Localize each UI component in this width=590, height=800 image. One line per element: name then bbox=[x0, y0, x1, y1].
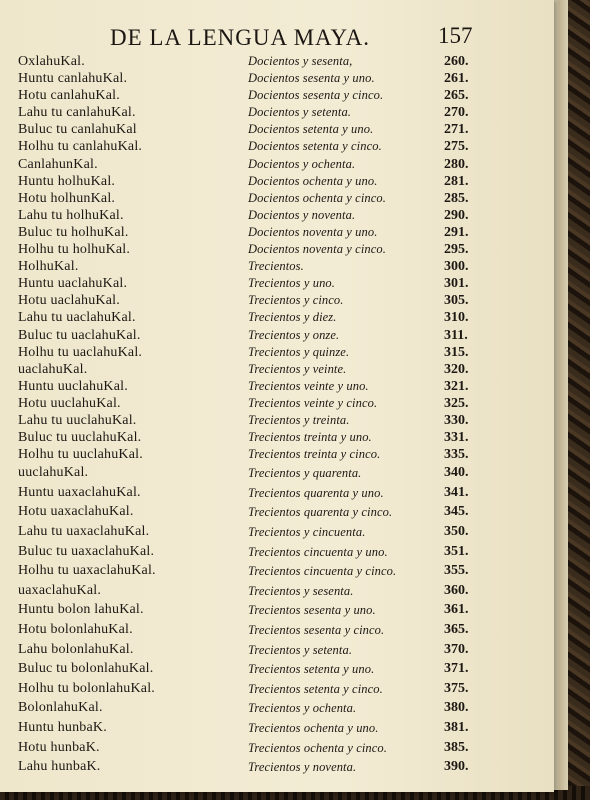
maya-term: Holhu tu holhuKal. bbox=[18, 242, 131, 258]
maya-term: uuclahuKal. bbox=[18, 465, 89, 481]
maya-term: CanlahunKal. bbox=[18, 156, 98, 172]
maya-term: Holhu tu uaxaclahuKal. bbox=[18, 563, 156, 579]
maya-term: Holhu tu bolonlahuKal. bbox=[18, 680, 155, 696]
numeral-value: 355. bbox=[444, 563, 469, 579]
numeral-value: 375. bbox=[444, 680, 469, 696]
numeral-value: 325. bbox=[444, 395, 469, 411]
table-row bbox=[0, 138, 554, 155]
table-row bbox=[0, 156, 554, 173]
table-row bbox=[0, 620, 554, 640]
numeral-value: 360. bbox=[444, 582, 469, 598]
spanish-translation: Docientos noventa y cinco. bbox=[248, 242, 386, 257]
maya-term: Lahu hunbaK. bbox=[18, 759, 101, 775]
table-row bbox=[0, 190, 554, 207]
spanish-translation: Docientos sesenta y cinco. bbox=[248, 88, 384, 103]
maya-term: Buluc tu holhuKal. bbox=[18, 224, 129, 240]
spanish-translation: Trecientos cincuenta y cinco. bbox=[248, 564, 397, 579]
table-row bbox=[0, 502, 554, 522]
spanish-translation: Trecientos quarenta y uno. bbox=[248, 485, 384, 500]
maya-term: Holhu tu uuclahuKal. bbox=[18, 447, 143, 463]
table-row bbox=[0, 522, 554, 542]
table-row bbox=[0, 361, 554, 378]
maya-term: Huntu uuclahuKal. bbox=[18, 378, 128, 394]
spanish-translation: Trecientos treinta y uno. bbox=[248, 430, 372, 445]
table-row bbox=[0, 698, 554, 718]
numeral-value: 315. bbox=[444, 344, 469, 360]
spanish-translation: Docientos noventa y uno. bbox=[248, 224, 378, 239]
spanish-translation: Trecientos veinte y uno. bbox=[248, 378, 369, 393]
spanish-translation: Trecientos y sesenta. bbox=[248, 583, 354, 598]
maya-term: Hotu uaxaclahuKal. bbox=[18, 504, 134, 520]
numeral-table bbox=[0, 53, 554, 777]
maya-term: Hotu uaclahuKal. bbox=[18, 293, 120, 309]
maya-term: Hotu hunbaK. bbox=[18, 739, 100, 755]
table-row bbox=[0, 600, 554, 620]
spanish-translation: Trecientos y ochenta. bbox=[248, 701, 357, 716]
table-row bbox=[0, 429, 554, 446]
table-row bbox=[0, 640, 554, 660]
spanish-translation: Trecientos setenta y uno. bbox=[248, 662, 375, 677]
maya-term: Hotu canlahuKal. bbox=[18, 88, 120, 104]
spanish-translation: Docientos ochenta y cinco. bbox=[248, 190, 386, 205]
running-head: DE LA LENGUA MAYA. bbox=[110, 25, 370, 50]
maya-term: Huntu uaclahuKal. bbox=[18, 276, 128, 292]
spanish-translation: Trecientos y treinta. bbox=[248, 412, 350, 427]
maya-term: uaclahuKal. bbox=[18, 361, 88, 377]
table-row bbox=[0, 224, 554, 241]
numeral-value: 340. bbox=[444, 465, 469, 481]
maya-term: Holhu tu uaclahuKal. bbox=[18, 344, 143, 360]
numeral-value: 301. bbox=[444, 276, 469, 292]
table-row bbox=[0, 738, 554, 758]
maya-term: Huntu uaxaclahuKal. bbox=[18, 484, 141, 500]
numeral-value: 330. bbox=[444, 412, 469, 428]
table-row bbox=[0, 241, 554, 258]
numeral-value: 321. bbox=[444, 378, 469, 394]
numeral-value: 305. bbox=[444, 293, 469, 309]
numeral-value: 270. bbox=[444, 105, 469, 121]
maya-term: Buluc tu bolonlahuKal. bbox=[18, 661, 154, 677]
table-row bbox=[0, 378, 554, 395]
page-number: 157 bbox=[438, 23, 473, 48]
maya-term: Huntu holhuKal. bbox=[18, 173, 116, 189]
table-row bbox=[0, 412, 554, 429]
maya-term: OxlahuKal. bbox=[18, 54, 85, 69]
table-row bbox=[0, 395, 554, 412]
table-row bbox=[0, 446, 554, 463]
spanish-translation: Docientos y noventa. bbox=[248, 207, 356, 222]
table-row bbox=[0, 483, 554, 503]
maya-term: Buluc tu uaclahuKal. bbox=[18, 327, 141, 343]
spanish-translation: Trecientos cincuenta y uno. bbox=[248, 544, 388, 559]
numeral-value: 370. bbox=[444, 641, 469, 657]
table-row bbox=[0, 679, 554, 699]
numeral-value: 380. bbox=[444, 700, 469, 716]
numeral-value: 261. bbox=[444, 71, 469, 87]
table-row bbox=[0, 757, 554, 777]
numeral-value: 285. bbox=[444, 190, 469, 206]
maya-term: Buluc tu canlahuKal bbox=[18, 122, 137, 138]
table-row bbox=[0, 463, 554, 483]
table-row bbox=[0, 53, 554, 70]
table-row bbox=[0, 718, 554, 738]
spanish-translation: Docientos y ochenta. bbox=[248, 156, 356, 171]
numeral-value: 371. bbox=[444, 661, 469, 677]
table-row bbox=[0, 542, 554, 562]
numeral-value: 280. bbox=[444, 156, 469, 172]
maya-term: HolhuKal. bbox=[18, 259, 79, 275]
table-row bbox=[0, 275, 554, 292]
spanish-translation: Trecientos y onze. bbox=[248, 327, 340, 342]
spanish-translation: Trecientos y uno. bbox=[248, 276, 335, 291]
spanish-translation: Docientos setenta y uno. bbox=[248, 122, 374, 137]
spanish-translation: Docientos y sesenta, bbox=[248, 54, 353, 68]
numeral-value: 320. bbox=[444, 361, 469, 377]
spanish-translation: Trecientos ochenta y uno. bbox=[248, 720, 379, 735]
table-row bbox=[0, 344, 554, 361]
table-row bbox=[0, 292, 554, 309]
maya-term: Hotu holhunKal. bbox=[18, 190, 116, 206]
numeral-value: 291. bbox=[444, 224, 469, 240]
numeral-value: 265. bbox=[444, 88, 469, 104]
maya-term: Holhu tu canlahuKal. bbox=[18, 139, 143, 155]
maya-term: Lahu tu canlahuKal. bbox=[18, 105, 136, 121]
numeral-value: 271. bbox=[444, 122, 469, 138]
table-row bbox=[0, 104, 554, 121]
maya-term: Lahu tu holhuKal. bbox=[18, 207, 124, 223]
spanish-translation: Trecientos y quinze. bbox=[248, 344, 350, 359]
spanish-translation: Trecientos quarenta y cinco. bbox=[248, 505, 393, 520]
spanish-translation: Docientos ochenta y uno. bbox=[248, 173, 378, 188]
numeral-value: 275. bbox=[444, 139, 469, 155]
table-row bbox=[0, 121, 554, 138]
numeral-value: 351. bbox=[444, 543, 469, 559]
spanish-translation: Trecientos y cinco. bbox=[248, 293, 344, 308]
table-row bbox=[0, 561, 554, 581]
numeral-value: 281. bbox=[444, 173, 469, 189]
maya-term: Buluc tu uuclahuKal. bbox=[18, 430, 142, 446]
spanish-translation: Trecientos treinta y cinco. bbox=[248, 447, 381, 462]
numeral-value: 295. bbox=[444, 242, 469, 258]
spanish-translation: Trecientos y cincuenta. bbox=[248, 525, 366, 540]
spanish-translation: Trecientos setenta y cinco. bbox=[248, 681, 383, 696]
numeral-value: 390. bbox=[444, 759, 469, 775]
spanish-translation: Trecientos y diez. bbox=[248, 310, 337, 325]
spanish-translation: Trecientos y setenta. bbox=[248, 642, 353, 657]
maya-term: Huntu canlahuKal. bbox=[18, 71, 128, 87]
maya-term: Lahu bolonlahuKal. bbox=[18, 641, 134, 657]
spanish-translation: Trecientos. bbox=[248, 259, 304, 274]
maya-term: Huntu bolon lahuKal. bbox=[18, 602, 144, 618]
numeral-value: 335. bbox=[444, 447, 469, 463]
spanish-translation: Docientos sesenta y uno. bbox=[248, 71, 375, 86]
table-row bbox=[0, 207, 554, 224]
table-row bbox=[0, 327, 554, 344]
numeral-value: 385. bbox=[444, 739, 469, 755]
table-row bbox=[0, 581, 554, 601]
numeral-value: 260. bbox=[444, 54, 469, 69]
table-row bbox=[0, 309, 554, 326]
numeral-value: 341. bbox=[444, 484, 469, 500]
page-header bbox=[0, 25, 554, 55]
table-row bbox=[0, 70, 554, 87]
spanish-translation: Trecientos veinte y cinco. bbox=[248, 395, 378, 410]
table-row bbox=[0, 87, 554, 104]
spanish-translation: Trecientos sesenta y uno. bbox=[248, 603, 376, 618]
maya-term: Hotu uuclahuKal. bbox=[18, 395, 121, 411]
numeral-value: 290. bbox=[444, 207, 469, 223]
numeral-value: 331. bbox=[444, 430, 469, 446]
table-row bbox=[0, 258, 554, 275]
maya-term: Lahu tu uuclahuKal. bbox=[18, 412, 137, 428]
spanish-translation: Trecientos y quarenta. bbox=[248, 466, 362, 481]
spanish-translation: Docientos y setenta. bbox=[248, 105, 352, 120]
maya-term: BolonlahuKal. bbox=[18, 700, 103, 716]
maya-term: Lahu tu uaxaclahuKal. bbox=[18, 524, 150, 540]
table-row bbox=[0, 659, 554, 679]
numeral-value: 350. bbox=[444, 524, 469, 540]
maya-term: Buluc tu uaxaclahuKal. bbox=[18, 543, 155, 559]
table-row bbox=[0, 173, 554, 190]
maya-term: Huntu hunbaK. bbox=[18, 719, 107, 735]
numeral-value: 310. bbox=[444, 310, 469, 326]
maya-term: uaxaclahuKal. bbox=[18, 582, 102, 598]
spanish-translation: Docientos setenta y cinco. bbox=[248, 139, 382, 154]
spanish-translation: Trecientos ochenta y cinco. bbox=[248, 740, 388, 755]
numeral-value: 365. bbox=[444, 622, 469, 637]
maya-term: Hotu bolonlahuKal. bbox=[18, 622, 133, 637]
spanish-translation: Trecientos y veinte. bbox=[248, 361, 347, 376]
maya-term: Lahu tu uaclahuKal. bbox=[18, 310, 136, 326]
numeral-value: 311. bbox=[444, 327, 468, 343]
numeral-value: 300. bbox=[444, 259, 469, 275]
spanish-translation: Trecientos sesenta y cinco. bbox=[248, 623, 385, 637]
numeral-value: 361. bbox=[444, 602, 469, 618]
spanish-translation: Trecientos y noventa. bbox=[248, 760, 357, 775]
numeral-value: 381. bbox=[444, 719, 469, 735]
numeral-value: 345. bbox=[444, 504, 469, 520]
